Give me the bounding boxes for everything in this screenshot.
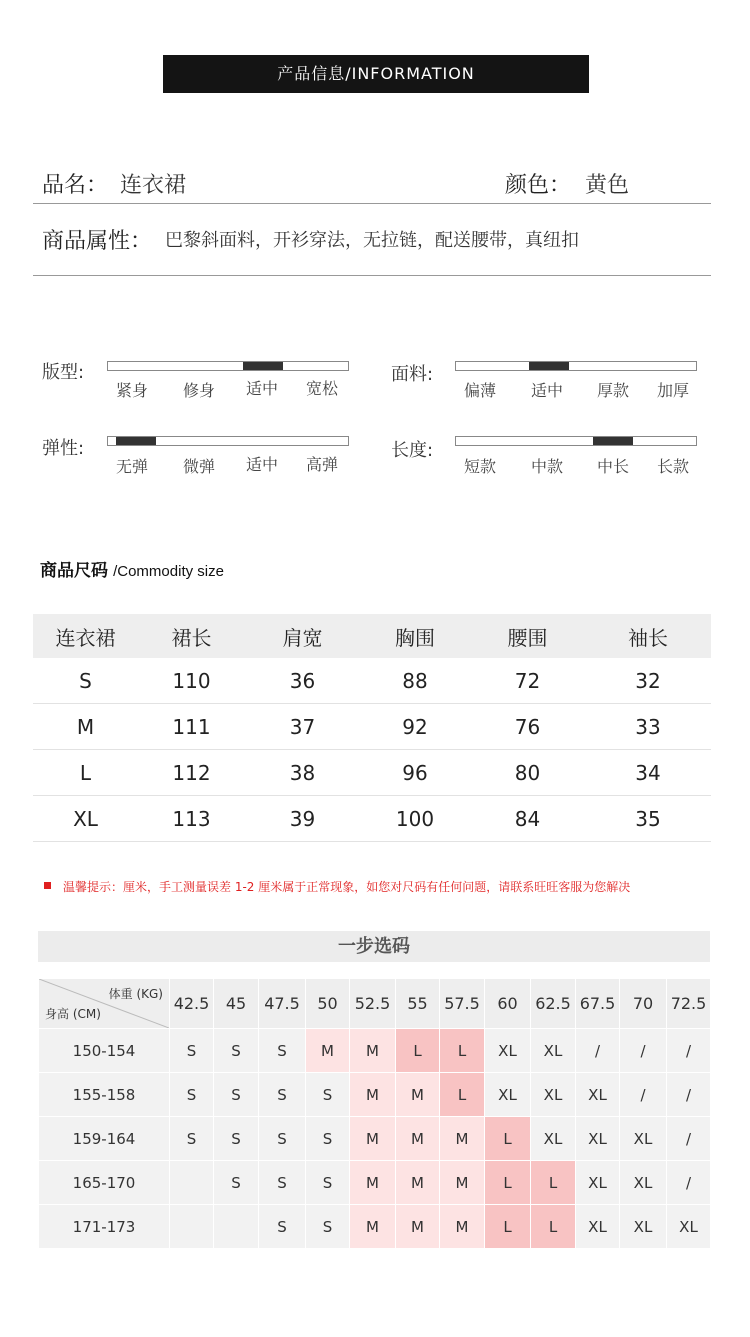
column-header: 腰围 xyxy=(470,614,585,658)
size-guide-title: 一步选码 xyxy=(38,931,710,962)
weight-header: 57.5 xyxy=(440,979,485,1029)
size-cell: / xyxy=(667,1029,711,1073)
scale-option: 适中 xyxy=(245,455,278,474)
size-cell: L xyxy=(531,1161,576,1205)
column-header: 胸围 xyxy=(360,614,470,658)
size-cell: S xyxy=(214,1161,259,1205)
chart-row xyxy=(39,1161,711,1205)
scale-bar xyxy=(455,361,697,371)
size-cell: S xyxy=(259,1029,306,1073)
size-cell: S xyxy=(259,1205,306,1249)
tip-bullet-icon xyxy=(44,882,51,889)
size-cell: L xyxy=(485,1205,531,1249)
scale-label: 长度: xyxy=(391,440,434,461)
size-cell: / xyxy=(620,1073,667,1117)
table-cell: 37 xyxy=(245,704,360,750)
attr-label: 商品属性： xyxy=(42,229,153,254)
scale-option: 长款 xyxy=(656,457,689,476)
weight-header: 45 xyxy=(214,979,259,1029)
height-range: 155-158 xyxy=(39,1073,170,1117)
name-value: 连衣裙 xyxy=(120,173,187,198)
scale-option: 宽松 xyxy=(305,379,338,398)
scale-indicator xyxy=(593,437,633,445)
size-title: 商品尺码 xyxy=(40,561,108,581)
size-cell: M xyxy=(396,1117,440,1161)
scale-label: 面料: xyxy=(391,364,434,385)
table-cell: 111 xyxy=(138,704,245,750)
table-cell: 112 xyxy=(138,750,245,796)
size-cell: M xyxy=(440,1117,485,1161)
table-row xyxy=(33,750,711,796)
table-cell: 110 xyxy=(138,658,245,704)
size-cell: S xyxy=(306,1205,350,1249)
table-cell: 100 xyxy=(360,796,470,842)
scale-option: 中长 xyxy=(596,457,629,476)
size-tip: 温馨提示：厘米，手工测量误差 1-2 厘米属于正常现象，如您对尺码有任何问题，请联系旺旺客服为您解决 xyxy=(63,880,631,894)
table-cell: 84 xyxy=(470,796,585,842)
table-row xyxy=(33,796,711,842)
column-header: 连衣裙 xyxy=(33,614,138,658)
size-cell: S xyxy=(214,1073,259,1117)
size-cell: M xyxy=(350,1161,396,1205)
size-cell: M xyxy=(350,1117,396,1161)
table-cell: L xyxy=(33,750,138,796)
weight-header: 42.5 xyxy=(170,979,214,1029)
size-cell: / xyxy=(667,1161,711,1205)
size-cell: XL xyxy=(667,1205,711,1249)
size-cell: XL xyxy=(485,1029,531,1073)
size-cell: L xyxy=(396,1029,440,1073)
size-guide-table xyxy=(38,978,711,1249)
table-cell: 32 xyxy=(585,658,711,704)
chart-row xyxy=(39,1205,711,1249)
name-label: 品名： xyxy=(42,173,109,198)
scale-indicator xyxy=(243,362,283,370)
size-section-title xyxy=(40,556,224,581)
size-cell: M xyxy=(396,1161,440,1205)
scale-indicator xyxy=(529,362,569,370)
size-cell: XL xyxy=(531,1073,576,1117)
size-cell: L xyxy=(485,1161,531,1205)
size-cell: XL xyxy=(576,1117,620,1161)
weight-header: 52.5 xyxy=(350,979,396,1029)
scale-option: 高弹 xyxy=(305,455,338,474)
attr-value: 巴黎斜面料，开衫穿法，无拉链，配送腰带，真纽扣 xyxy=(165,230,579,251)
chart-row xyxy=(39,1117,711,1161)
table-row xyxy=(33,704,711,750)
column-header: 裙长 xyxy=(138,614,245,658)
table-cell: 96 xyxy=(360,750,470,796)
table-cell: 35 xyxy=(585,796,711,842)
scale-label: 弹性: xyxy=(42,438,85,459)
divider xyxy=(33,275,711,276)
size-cell: L xyxy=(440,1073,485,1117)
height-range: 171-173 xyxy=(39,1205,170,1249)
size-cell: / xyxy=(620,1029,667,1073)
size-subtitle: /Commodity size xyxy=(113,563,224,580)
size-cell: XL xyxy=(576,1073,620,1117)
size-cell: M xyxy=(306,1029,350,1073)
size-cell: S xyxy=(170,1073,214,1117)
size-cell: / xyxy=(667,1073,711,1117)
size-cell: S xyxy=(214,1117,259,1161)
chart-row xyxy=(39,1073,711,1117)
size-cell: XL xyxy=(576,1161,620,1205)
size-cell: XL xyxy=(620,1205,667,1249)
table-cell: M xyxy=(33,704,138,750)
scale-option: 无弹 xyxy=(115,457,148,476)
weight-header: 47.5 xyxy=(259,979,306,1029)
table-cell: 36 xyxy=(245,658,360,704)
scale-option: 厚款 xyxy=(596,381,629,400)
weight-header: 50 xyxy=(306,979,350,1029)
table-row xyxy=(33,658,711,704)
weight-axis-label: 体重 (KG) xyxy=(108,987,163,1001)
height-axis-label: 身高 (CM) xyxy=(45,1007,101,1021)
size-cell: M xyxy=(350,1205,396,1249)
size-table-header xyxy=(33,614,711,658)
table-cell: XL xyxy=(33,796,138,842)
size-cell: XL xyxy=(620,1161,667,1205)
size-cell xyxy=(214,1205,259,1249)
size-cell: S xyxy=(170,1029,214,1073)
scale-option: 适中 xyxy=(245,379,278,398)
size-cell: M xyxy=(350,1029,396,1073)
size-cell: M xyxy=(440,1161,485,1205)
size-cell: M xyxy=(440,1205,485,1249)
weight-header: 67.5 xyxy=(576,979,620,1029)
scale-indicator xyxy=(116,437,156,445)
table-cell: S xyxy=(33,658,138,704)
color-label: 颜色： xyxy=(505,173,572,198)
size-cell: / xyxy=(576,1029,620,1073)
scale-option: 微弹 xyxy=(182,457,215,476)
scale-bar xyxy=(455,436,697,446)
scale-option: 紧身 xyxy=(115,381,148,400)
table-cell: 38 xyxy=(245,750,360,796)
height-range: 159-164 xyxy=(39,1117,170,1161)
size-cell: S xyxy=(306,1117,350,1161)
size-cell: XL xyxy=(485,1073,531,1117)
size-cell: S xyxy=(259,1073,306,1117)
section-banner: 产品信息/INFORMATION xyxy=(163,55,589,93)
divider xyxy=(33,203,711,204)
size-cell: S xyxy=(214,1029,259,1073)
color-value: 黄色 xyxy=(585,173,630,198)
size-cell xyxy=(170,1205,214,1249)
chart-row xyxy=(39,1029,711,1073)
table-cell: 72 xyxy=(470,658,585,704)
weight-header: 70 xyxy=(620,979,667,1029)
chart-corner xyxy=(39,979,170,1029)
scale-option: 偏薄 xyxy=(463,381,496,400)
table-cell: 92 xyxy=(360,704,470,750)
size-cell: S xyxy=(306,1073,350,1117)
size-cell: XL xyxy=(576,1205,620,1249)
table-cell: 88 xyxy=(360,658,470,704)
table-cell: 34 xyxy=(585,750,711,796)
size-cell: XL xyxy=(531,1117,576,1161)
size-cell: / xyxy=(667,1117,711,1161)
size-cell xyxy=(170,1161,214,1205)
size-cell: S xyxy=(306,1161,350,1205)
size-cell: S xyxy=(259,1161,306,1205)
size-cell: M xyxy=(396,1073,440,1117)
height-range: 150-154 xyxy=(39,1029,170,1073)
table-cell: 39 xyxy=(245,796,360,842)
height-range: 165-170 xyxy=(39,1161,170,1205)
scale-label: 版型: xyxy=(42,362,85,383)
scale-option: 加厚 xyxy=(656,381,689,400)
scale-option: 中款 xyxy=(530,457,563,476)
weight-header: 62.5 xyxy=(531,979,576,1029)
chart-header-row xyxy=(39,979,711,1029)
size-cell: M xyxy=(396,1205,440,1249)
size-cell: L xyxy=(485,1117,531,1161)
column-header: 肩宽 xyxy=(245,614,360,658)
size-cell: XL xyxy=(620,1117,667,1161)
size-cell: M xyxy=(350,1073,396,1117)
scale-option: 修身 xyxy=(182,381,215,400)
scale-option: 适中 xyxy=(530,381,563,400)
size-cell: S xyxy=(259,1117,306,1161)
table-cell: 113 xyxy=(138,796,245,842)
table-cell: 76 xyxy=(470,704,585,750)
weight-header: 60 xyxy=(485,979,531,1029)
size-cell: L xyxy=(531,1205,576,1249)
size-cell: S xyxy=(170,1117,214,1161)
weight-header: 72.5 xyxy=(667,979,711,1029)
scale-bar xyxy=(107,361,349,371)
scale-bar xyxy=(107,436,349,446)
size-table xyxy=(33,614,711,842)
size-cell: XL xyxy=(531,1029,576,1073)
column-header: 袖长 xyxy=(585,614,711,658)
scale-option: 短款 xyxy=(463,457,496,476)
table-cell: 33 xyxy=(585,704,711,750)
size-cell: L xyxy=(440,1029,485,1073)
weight-header: 55 xyxy=(396,979,440,1029)
table-cell: 80 xyxy=(470,750,585,796)
